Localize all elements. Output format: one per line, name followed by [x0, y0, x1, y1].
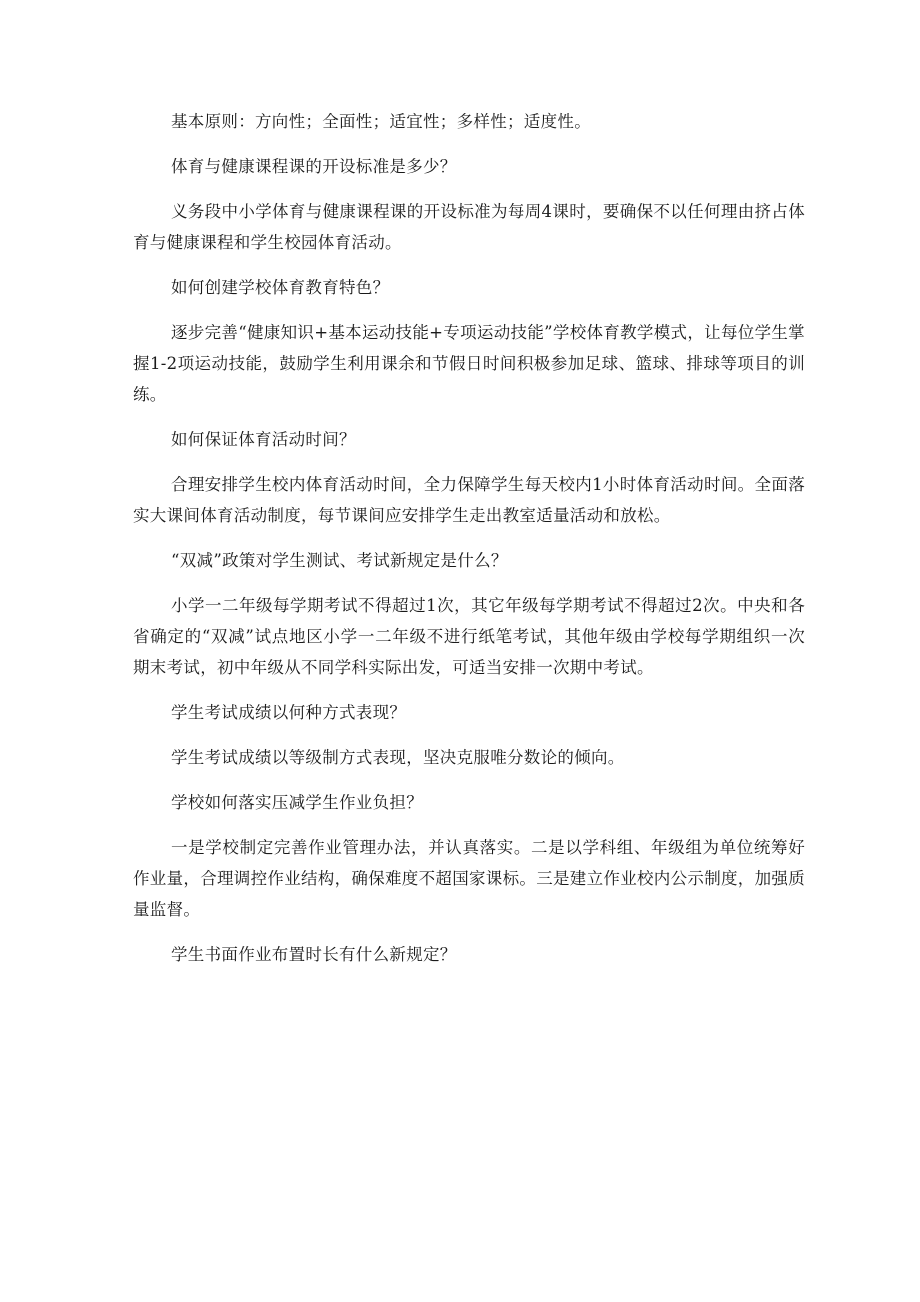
answer-score-format: 学生考试成绩以等级制方式表现，坚决克服唯分数论的倾向。	[171, 748, 625, 767]
answer-pe-characteristics: 逐步完善“健康知识+基本运动技能+专项运动技能”学校体育教学模式，让每位学生掌握1-2项运动技能，鼓励学生利用课余和节假日时间积极参加足球、篮球、排球等项目的训练。	[133, 323, 805, 404]
answer-activity-time: 合理安排学生校内体育活动时间，全力保障学生每天校内1小时体育活动时间。全面落实大课间体育活动制度，每节课间应安排学生走出教室适量活动和放松。	[133, 475, 805, 525]
answer-pe-course-standard: 义务段中小学体育与健康课程课的开设标准为每周4课时，要确保不以任何理由挤占体育与健康课程和学生校园体育活动。	[133, 202, 805, 252]
question-pe-course-standard: 体育与健康课程课的开设标准是多少？	[171, 157, 457, 176]
question-homework-duration: 学生书面作业布置时长有什么新规定？	[171, 945, 457, 964]
question-activity-time: 如何保证体育活动时间？	[171, 430, 356, 449]
question-exam-rules: “双减”政策对学生测试、考试新规定是什么？	[171, 551, 508, 570]
answer-homework-burden: 一是学校制定完善作业管理办法，并认真落实。二是以学科组、年级组为单位统筹好作业量，合理调控作业结构，确保难度不超国家课标。三是建立作业校内公示制度，加强质量监督。	[133, 838, 805, 919]
question-pe-characteristics: 如何创建学校体育教育特色？	[171, 278, 390, 297]
question-score-format: 学生考试成绩以何种方式表现？	[171, 703, 407, 722]
question-homework-burden: 学校如何落实压减学生作业负担？	[171, 793, 423, 812]
answer-exam-rules: 小学一二年级每学期考试不得超过1次，其它年级每学期考试不得超过2次。中央和各省确定的“双减”试点地区小学一二年级不进行纸笔考试，其他年级由学校每学期组织一次期末考试，初中年级从不同学科实际出发，可适当安排一次期中考试。	[133, 596, 805, 677]
principles-paragraph: 基本原则：方向性；全面性；适宜性；多样性；适度性。	[171, 112, 591, 131]
document-body	[133, 106, 805, 984]
